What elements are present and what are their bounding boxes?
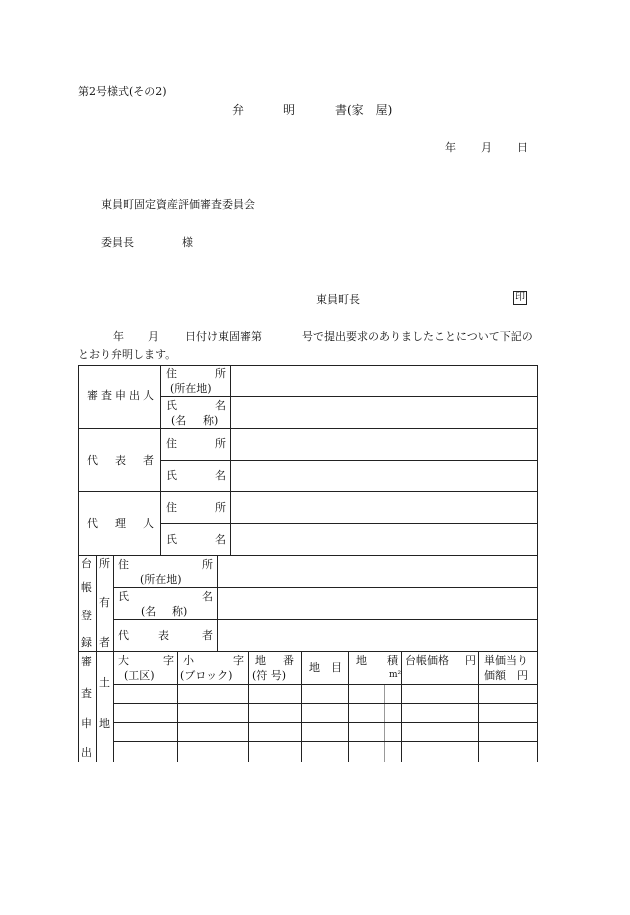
reg-right-2: 有 [99,596,110,609]
col-koaza-top-b: 字 [233,654,244,667]
title-part-2: 明 [283,103,296,117]
review-left-3: 申 [81,717,92,730]
representative-label-a: 代 [87,454,98,467]
col-unit-price-top: 単価当り [484,654,528,667]
col-oaza-top-a: 大 [118,654,129,667]
intro-year: 年 [113,330,124,343]
col-chiseki-top-a: 地 [356,654,367,667]
address-label-2a: 住 [166,437,177,450]
intro-line2: とおり弁明します。 [78,348,177,361]
date-day: 日 [517,141,528,154]
name-label-3b: 名 [215,533,226,546]
reg-left-1: 台 [81,557,92,570]
intro-month: 月 [148,330,159,343]
name-sub-4b: 称) [172,605,188,618]
col-chiban-top-b: 番 [283,654,294,667]
committee-name: 東員町固定資産評価審査委員会 [101,198,255,211]
address-label-4b: 所 [202,558,213,571]
intro-rest: 号で提出要求のありましたことについて下記の [302,330,533,343]
col-daicho-price: 台帳価格 [405,654,449,667]
col-chiseki-top-b: 積 [387,654,398,667]
mayor-label: 東員町長 [316,293,360,306]
title-part-1: 弁 [232,103,245,117]
name-label-1b: 名 [215,399,226,412]
address-label-1a: 住 [166,367,177,380]
name-sub-1b: 称) [203,414,219,427]
address-label-3b: 所 [215,501,226,514]
name-label-4b: 名 [202,590,213,603]
col-chiban-bottom: (符 号) [252,669,287,682]
address-label-4a: 住 [118,558,129,571]
review-left-2: 査 [81,687,92,700]
name-sub-4a: (名 [141,605,157,618]
reg-right-3: 者 [99,636,110,649]
col-oaza-bottom: (工区) [124,669,155,682]
location-label-1: (所在地) [170,382,212,395]
col-chiban-top-a: 地 [255,654,266,667]
address-label-2b: 所 [215,437,226,450]
agent-label-b: 理 [115,517,126,530]
name-label-2b: 名 [215,469,226,482]
rep-label-4b: 表 [158,629,169,642]
seal-mark: 印 [515,292,525,303]
name-label-1a: 氏 [166,399,177,412]
col-oaza-top-b: 字 [163,654,174,667]
col-chiseki-unit: m² [389,670,402,680]
location-label-4: (所在地) [140,573,182,586]
intro-date-ref: 日付け東固審第 [185,330,262,343]
title-part-3: 書(家 屋) [335,103,393,117]
name-label-3a: 氏 [166,533,177,546]
name-sub-1a: (名 [171,414,187,427]
col-daicho-yen: 円 [465,654,476,667]
col-chimoku-a: 地 [309,661,320,674]
reg-left-4: 録 [81,636,92,649]
form-number: 第2号様式(その2) [78,85,167,98]
name-label-2a: 氏 [166,469,177,482]
agent-label-a: 代 [87,517,98,530]
col-chimoku-b: 目 [331,661,342,674]
col-unit-price-bottom: 価額 円 [484,669,528,682]
reg-left-2: 帳 [81,581,92,594]
land-label-2: 地 [99,717,110,730]
col-koaza-top-a: 小 [183,654,194,667]
representative-label-b: 表 [115,454,126,467]
reg-right-1: 所 [99,557,110,570]
col-koaza-bottom: (ブロック) [180,669,233,682]
address-label-3a: 住 [166,501,177,514]
reg-left-3: 登 [81,609,92,622]
address-label-1b: 所 [215,367,226,380]
review-left-1: 審 [81,655,92,668]
applicant-label: 審査申出人 [87,389,157,402]
representative-label-c: 者 [143,454,154,467]
rep-label-4c: 者 [202,629,213,642]
date-month: 月 [481,141,492,154]
date-year: 年 [445,141,456,154]
review-left-4: 出 [81,746,92,759]
chairman-label: 委員長 [101,236,134,249]
honorific: 様 [182,236,193,249]
land-label-1: 土 [99,676,110,689]
agent-label-c: 人 [143,517,154,530]
name-label-4a: 氏 [118,590,129,603]
rep-label-4a: 代 [118,629,129,642]
